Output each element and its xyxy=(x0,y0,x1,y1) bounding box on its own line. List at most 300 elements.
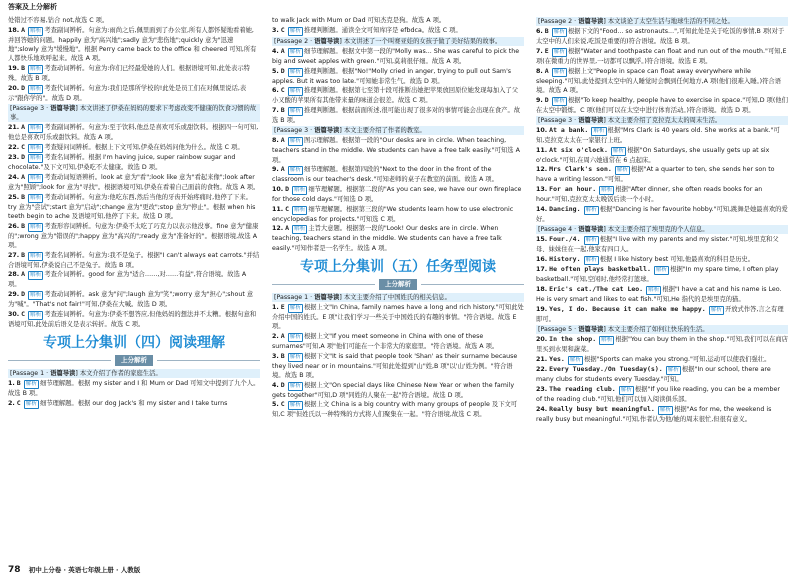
answer-key: At a bank. xyxy=(549,125,589,134)
answer-key: B xyxy=(280,351,285,360)
answer-key: History. xyxy=(549,254,581,263)
analysis-tag: 解析 xyxy=(294,187,306,194)
analysis-tag: 解析 xyxy=(289,88,301,95)
analysis-text: 细节理解题。根据文中第一段的"Molly was... She was careful to pick the big and sweet apples with green."可知,莫莉很仔细。故选 A 项。 xyxy=(272,47,520,65)
analysis-tag: 解析 xyxy=(593,127,605,134)
question-number: 8. xyxy=(272,137,279,145)
analysis-text: 根据"You can buy them in the shop."可知,我们可以在商店里买到水果和蔬菜。 xyxy=(536,336,788,354)
passage-text: 本文主要介绍了克拉克太太的周末生活。 xyxy=(607,116,722,124)
analysis-tag: 解析 xyxy=(30,144,42,151)
answer-item xyxy=(536,96,788,115)
answer-item xyxy=(8,379,260,398)
analysis-tag: 解析 xyxy=(569,356,582,363)
answer-item xyxy=(8,26,260,64)
answer-key: C xyxy=(21,309,26,318)
question-number: 4. xyxy=(272,47,279,55)
analysis-text: 图示理解题。根据第一段的"Our desks are in circle. When teaching, teachers stand in the middle. We students can have a free talk easily."可知选 A 项。 xyxy=(272,137,520,164)
analysis-tag: 解析 xyxy=(289,167,301,174)
answer-item xyxy=(8,251,260,270)
analysis-text: 细节理解题。根据第三段的"We students learn how to use electronic encyclopedias for projects."可知选 C 项。 xyxy=(272,205,514,223)
answer-key: Yes. xyxy=(549,354,565,363)
analysis-text: 推理判断题。根据"No!"Molly cried in anger, trying to pull out Sam's apples. But it was too late."可知她非常生气。故选 D 项。 xyxy=(272,67,512,85)
analysis-text: 根据"Water and toothpaste can float and run out of the mouth."可知,E 项(在微重力的世界里,一切都可以飘浮。)符合语境。故选 E 项。 xyxy=(536,47,787,65)
column-left xyxy=(8,16,260,556)
answer-item xyxy=(272,400,524,419)
answer-key: Yes, I do. Because it can make me happy. xyxy=(549,304,706,313)
question-number: 21. xyxy=(8,124,20,132)
analysis-tag: 解析 xyxy=(616,167,629,174)
analysis-tag: 解析 xyxy=(289,305,301,312)
answer-item xyxy=(536,165,788,184)
answer-key: A xyxy=(21,123,26,132)
analysis-text: 考查名词辨析。句意为:我不是兔子。根据"I can't always eat carrots."并结合语境可知,伊桑说自己不是兔子。故选 B 项。 xyxy=(8,251,260,269)
answer-key: Dancing. xyxy=(549,204,581,213)
answer-key: For an hour. xyxy=(549,185,597,194)
question-number: 25. xyxy=(8,193,20,201)
question-number: 23. xyxy=(536,386,548,394)
answer-key: The reading club. xyxy=(549,385,616,394)
analysis-tag: 解析 xyxy=(30,27,42,34)
passage-tag: 语篇导读 xyxy=(314,127,340,135)
analysis-text: 根据上文"If you meet someone in China with one of these surnames"可知,A 项"他们可能在一个非常大的家庭里。"符合语境。故选 A 项。 xyxy=(272,333,499,351)
answer-key: Every Tuesday./On Tuesday(s). xyxy=(549,365,663,374)
analysis-text: 考查动词辨析。句意为:你们已经最爱她的人们。根据语境可知,此处表示特殊。故选 B 项。 xyxy=(8,64,250,82)
analysis-tag: 解析 xyxy=(612,147,625,154)
answer-item xyxy=(536,235,788,254)
analysis-text: 根据"As for me, the weekend is really busy but meaningful."可知,作者认为他/她的周末很忙,但很有意义。 xyxy=(536,405,772,423)
answer-key: C xyxy=(16,398,21,407)
question-number: 17. xyxy=(536,266,548,274)
answer-item xyxy=(272,381,524,400)
passage-label: Passage 5 xyxy=(540,325,573,333)
answer-item xyxy=(8,123,260,142)
passage-intro: [Passage 5 · 语篇导读] 本文主要介绍了如何让快乐的生活。 xyxy=(536,325,788,334)
question-number: 22. xyxy=(8,143,20,151)
analysis-tag: 解析 xyxy=(601,187,613,194)
question-number: 18. xyxy=(536,286,548,294)
analysis-text: 细节理解题。根据 my sister and I 和 Mum or Dad 可知文中提到了九个人。故选 B 项。 xyxy=(8,380,260,398)
answer-key: B xyxy=(21,250,26,259)
question-number: 3. xyxy=(272,352,279,360)
passage-intro: [Passage 3 · 语篇导读] 本文主要介绍了作者的教室。 xyxy=(272,126,524,135)
subheader-label: 上分解析 xyxy=(115,355,153,366)
answer-item xyxy=(8,173,260,192)
answer-key: B xyxy=(544,27,549,36)
analysis-text: 根据上文"People in space can float away everywhere while sleeping."可知,此处提到太空中的人睡觉时会飘到任何地方,A 项(他们很难入睡。)符合语境。故选 A 项。 xyxy=(536,67,781,94)
answer-key: D xyxy=(21,289,26,298)
analysis-tag: 解析 xyxy=(289,402,301,409)
analysis-text: 根据上文"On special days like Chinese New Year or when the family gets together"可知,D 项"同姓的人聚在一起"符合语境。故选 D 项。 xyxy=(272,381,515,399)
answer-key: B xyxy=(21,221,26,230)
analysis-tag: 解析 xyxy=(289,334,301,341)
answer-item xyxy=(272,26,524,36)
answer-key: C xyxy=(285,204,290,213)
analysis-text: 考查动词辨析。句意为:他吃东西,然后当他的牙齿开始疼痛时,他停了下来。try 意为"尝试";start 意为"启动";change 意为"更改";stop 意为"停止"。根据 when his teeth begin to ache 及语境可知,他停了下来。故选 D 项。 xyxy=(8,193,256,220)
analysis-tag: 解析 xyxy=(30,223,42,230)
analysis-text: 细节理解题。根据第四段的"Next to the door in the front of the classroom is our teacher's desk."可知老师的桌子在教室的前面。故选 A 项。 xyxy=(272,166,498,184)
analysis-tag: 解析 xyxy=(553,68,565,75)
question-number: 24. xyxy=(536,405,548,413)
analysis-tag: 解析 xyxy=(620,387,632,394)
analysis-tag: 解析 xyxy=(289,68,301,75)
analysis-text: 根据上文 China is a big country with many groups of people 及下文可知,C 项"但姓氏以一种特殊的方式将人们聚集在一起。"符合语境,故选 C 项。 xyxy=(272,401,518,419)
answer-item xyxy=(536,355,788,365)
passage-text: 本文主要介绍了如何让快乐的生活。 xyxy=(607,325,709,333)
answer-key: B xyxy=(280,106,285,115)
question-number: 19. xyxy=(536,305,548,313)
answer-item xyxy=(272,86,524,105)
question-number: 6. xyxy=(536,28,543,36)
question-number: 9. xyxy=(272,166,279,174)
analysis-tag: 解析 xyxy=(553,97,565,104)
passage-text: 本文讲述了一个叫赛亚娃的女孩子做了美好结果的故事。 xyxy=(343,37,502,45)
page-footer xyxy=(8,566,140,575)
question-number: 3. xyxy=(272,26,279,34)
passage-text: 本文主要介绍了埃里克的个人信息。 xyxy=(607,225,709,233)
analysis-text: 考查形容词辨析。句意为:伊桑不太吃了巧克力以表示他没事。fine 意为"健康的";wrong 意为"错误的";happy 意为"高兴的";ready 意为"准备好的"。根据语境,故选 A 项。 xyxy=(8,222,259,249)
question-number: 20. xyxy=(536,336,548,344)
analysis-text: 考查副词辨析。句意为:至于饮料,他总是喜欢可乐或甜饮料。根据四一句可知,他总是喜欢可乐或甜饮料。故选 A 项。 xyxy=(8,124,259,142)
passage-tag: 语篇导读 xyxy=(578,18,604,25)
answer-key: In the shop. xyxy=(549,335,597,344)
answer-item xyxy=(8,310,260,329)
question-number: 24. xyxy=(8,174,20,182)
answer-item xyxy=(272,106,524,125)
analysis-text: 根据"At a quarter to ten, she sends her son to have a writing lesson."可知。 xyxy=(536,166,775,184)
answer-item xyxy=(272,332,524,351)
divider-line xyxy=(157,360,260,361)
question-number: 10. xyxy=(272,186,284,194)
question-number: 2. xyxy=(8,399,15,407)
passage-tag: 语篇导读 xyxy=(50,104,76,112)
divider-line xyxy=(421,284,524,285)
passage-intro: [Passage 2 · 语篇导读] 本文讲述了一个叫赛亚娃的女孩子做了美好结果的故事。 xyxy=(272,37,524,46)
passage-label: Passage 1 xyxy=(12,370,45,378)
answer-item xyxy=(272,224,524,252)
analysis-tag: 解析 xyxy=(294,226,306,233)
question-number: 2. xyxy=(272,333,279,341)
passage-tag: 语篇导读 xyxy=(578,325,604,333)
answer-key: C xyxy=(280,25,285,34)
answer-key: At six o'clock. xyxy=(549,145,608,154)
passage-tag: 语篇导读 xyxy=(314,37,340,45)
answer-key: D xyxy=(21,153,26,162)
question-number: 14. xyxy=(536,205,548,213)
answer-item xyxy=(272,205,524,224)
analysis-text: 开放式作答,言之有理即可。 xyxy=(536,305,784,323)
page-header xyxy=(8,3,792,13)
analysis-text: 根据上文"In China, family names have a long and rich history."可知此处介绍中国的姓氏。E 项"让我们学习一些关于中国姓氏的有趣的事情。"符合语境。故选 E 项。 xyxy=(272,304,524,331)
analysis-tag: 解析 xyxy=(659,406,672,413)
answer-item xyxy=(536,126,788,145)
answer-item xyxy=(536,335,788,354)
answer-key: A xyxy=(21,173,26,182)
question-number: 6. xyxy=(272,87,279,95)
answer-item xyxy=(536,185,788,204)
paragraph: 处错过不容易,钻合 not,故选 C 项。 xyxy=(8,17,109,24)
page-number: 78 xyxy=(8,564,21,575)
analysis-tag: 解析 xyxy=(289,48,301,55)
analysis-tag: 解析 xyxy=(289,382,301,389)
answer-key: D xyxy=(280,66,285,75)
answer-item xyxy=(536,305,788,324)
passage-tag: 语篇导读 xyxy=(314,294,340,302)
answer-item xyxy=(536,47,788,66)
answer-key: Really busy but meaningful. xyxy=(549,404,655,413)
question-number: 10. xyxy=(536,126,548,134)
passage-text: 本文讲述了伊桑在妈妈的要求下考虑改变不健康的饮食习惯的故事。 xyxy=(10,104,257,121)
analysis-tag: 解析 xyxy=(30,272,42,279)
answer-item xyxy=(536,365,788,384)
answer-key: D xyxy=(544,95,549,104)
answer-item xyxy=(536,265,788,284)
analysis-text: 考查代词辨析。句意为:我们是那所学校的!此处是员工们在对佩里说话,表示"跟你学的"。故选 D 项。 xyxy=(8,84,247,102)
analysis-tag: 解析 xyxy=(585,206,597,213)
divider-line xyxy=(8,360,111,361)
answer-key: B xyxy=(16,379,21,388)
passage-label: Passage 4 xyxy=(540,225,573,233)
question-number: 12. xyxy=(536,166,548,174)
passage-label: Passage 3 xyxy=(12,104,45,112)
analysis-tag: 解析 xyxy=(289,138,301,145)
passage-intro: [Passage 4 · 语篇导读] 本文主要介绍了埃里克的个人信息。 xyxy=(536,225,788,234)
analysis-tag: 解析 xyxy=(553,48,565,55)
question-number: 19. xyxy=(8,64,20,72)
analysis-text: 细节理解题。根据第二段的"As you can see, we have our own fireplace for those cold days."可知选 D 项。 xyxy=(272,186,522,204)
header-title: 答案及上分解析 xyxy=(8,3,57,11)
analysis-text: 根据"Dancing is her favourite hobby."可知,跳舞是她最喜欢的爱好。 xyxy=(536,205,788,223)
passage-intro: [Passage 2 · 语篇导读] 本文谈论了太空生活与地球生活的不同之处。 xyxy=(536,17,788,26)
answer-item xyxy=(8,270,260,289)
analysis-text: 根据 I like history best 可知,他最喜欢的科目是历史。 xyxy=(599,255,755,263)
passage-intro: [Passage 1 · 语篇导读] 本文介绍了作者的家庭生活。 xyxy=(8,369,260,378)
answer-item xyxy=(272,165,524,184)
section-subheader xyxy=(272,279,524,290)
answer-item xyxy=(272,47,524,66)
passage-label: Passage 3 xyxy=(540,116,573,124)
analysis-text: 根据下文的"Food... so astronauts...",可知此处是关于吃饭的事情,B 项(对于太空中的人们来说,吃饭是重要的)符合语境。故选 B 项。 xyxy=(536,28,785,46)
question-number: 15. xyxy=(536,236,548,244)
answer-key: Eric's cat./The cat Leo. xyxy=(549,285,644,294)
answer-key: Mrs Clark's son. xyxy=(549,165,612,174)
answer-key: A xyxy=(285,224,290,233)
answer-item xyxy=(272,136,524,164)
answer-item xyxy=(8,143,260,153)
answer-item xyxy=(536,146,788,165)
answer-item xyxy=(272,185,524,204)
column-middle xyxy=(272,16,524,556)
question-number: 27. xyxy=(8,251,20,259)
question-number: 20. xyxy=(8,84,20,92)
answer-item xyxy=(8,64,260,83)
passage-text: 本文主要介绍了中国姓氏的相关信息。 xyxy=(343,294,451,302)
analysis-tag: 解析 xyxy=(585,256,597,263)
answer-key: A xyxy=(280,136,285,145)
answer-key: B xyxy=(21,63,26,72)
analysis-tag: 解析 xyxy=(648,287,660,294)
analysis-tag: 解析 xyxy=(30,252,42,259)
paragraph: to walk Jack with Mum or Dad 可知杰克是狗。故选 A 项。 xyxy=(272,17,446,24)
answer-key: E xyxy=(280,303,285,312)
passage-tag: 语篇导读 xyxy=(578,225,604,233)
passage-label: Passage 2 xyxy=(276,37,309,45)
question-number: 29. xyxy=(8,290,20,298)
passage-text: 本文介绍了作者的家庭生活。 xyxy=(79,370,162,378)
passage-intro: [Passage 1 · 语篇导读] 本文主要介绍了中国姓氏的相关信息。 xyxy=(272,293,524,302)
answer-key: D xyxy=(285,185,290,194)
answer-key: C xyxy=(280,86,285,95)
analysis-text: 考查动词辨析。ask 意为"问";laugh 意为"笑";worry 意为"担心";shout 意为"喊"。"That's not fair!"可知,伊桑在大喊。故选 D 项。 xyxy=(8,290,254,308)
analysis-text: 细节理解题。根据 our dog Jack's 和 my sister and I take turns xyxy=(39,399,228,407)
analysis-tag: 解析 xyxy=(655,267,668,274)
question-number: 5. xyxy=(272,67,279,75)
analysis-text: 考查介词辨析。good for 意为"适合……,对……有益",符合语境。故选 A 项。 xyxy=(8,271,247,289)
answer-item xyxy=(536,405,788,424)
analysis-tag: 解析 xyxy=(30,65,42,72)
answer-item xyxy=(536,255,788,265)
analysis-text: 根据"To keep healthy, people have to exercise in space."可知,D 项(他们在太空中锻炼。C 项(他们可以在太空中进行体育活动。)符合语境。故选 D 项。 xyxy=(536,96,788,114)
answer-item xyxy=(8,399,260,409)
analysis-text: 根据"I live with my parents and my sister."可知,埃里克和父母、妹妹住在一起,他家有四口人。 xyxy=(536,236,779,254)
analysis-tag: 解析 xyxy=(289,27,301,34)
answer-item xyxy=(536,205,788,224)
analysis-text: 根据"In my spare time, I often play basketball."可知,空闲时,他经常打篮球。 xyxy=(536,266,779,284)
answer-item xyxy=(8,290,260,309)
question-number: 5. xyxy=(272,401,279,409)
answer-key: He often plays basketball. xyxy=(549,265,651,274)
analysis-text: 根据"I have a cat and his name is Leo. He is very smart and likes to eat fish."可知,He 指代的是埃里克的猫。 xyxy=(536,286,782,304)
analysis-tag: 解析 xyxy=(667,367,679,374)
analysis-text: 根据"On Saturdays, she usually gets up at six o'clock."可知,在周六她通常在 6 点起床。 xyxy=(536,146,770,164)
analysis-text: 考查副词辨析。句意为:雨尚之后,佩里面到了办公室,所有人都怀疑地看着她,并回答她的问题。happily 意为"高兴地";sadly 意为"悲伤地";quickly 意为"迅速地";slowly 意为"缓慢地"。根据 Perry came back to the office 和 cheered 可知,所有人都快乐地欢呼起来。故选 A 项。 xyxy=(8,26,257,63)
passage-intro: [Passage 3 · 语篇导读] 本文讲述了伊桑在妈妈的要求下考虑改变不健康的饮食习惯的故事。 xyxy=(8,104,260,122)
analysis-tag: 解析 xyxy=(289,108,301,115)
passage-tag: 语篇导读 xyxy=(578,116,604,124)
answer-key: E xyxy=(544,46,549,55)
question-number: 12. xyxy=(272,225,284,233)
analysis-tag: 解析 xyxy=(25,381,37,388)
question-number: 30. xyxy=(8,310,20,318)
question-number: 18. xyxy=(8,26,20,34)
analysis-text: 考查连词辨析。句意为:伊桑不想答应,但他妈妈的想法并不太糟。根据句意和语境可知,此处前后语义是表示转折。故选 C 项。 xyxy=(8,310,257,328)
analysis-text: 根据"After dinner, she often reads books for an hour."可知,克拉克太太晚饭后读一个小时。 xyxy=(536,186,763,204)
passage-intro: [Passage 3 · 语篇导读] 本文主要介绍了克拉克太太的周末生活。 xyxy=(536,116,788,125)
column-right xyxy=(536,16,788,556)
answer-item xyxy=(536,385,788,404)
divider-line xyxy=(272,284,375,285)
analysis-tag: 解析 xyxy=(30,155,42,162)
analysis-tag: 解析 xyxy=(25,400,37,407)
analysis-text: 根据"If you like reading, you can be a member of the reading club."可知,他们可以加入阅读俱乐部。 xyxy=(536,386,780,404)
analysis-tag: 解析 xyxy=(30,125,42,132)
answer-key: A xyxy=(21,270,26,279)
section-subheader xyxy=(8,355,260,366)
answer-key: D xyxy=(21,83,26,92)
question-number: 21. xyxy=(536,355,548,363)
analysis-text: 主旨大意题。根据第一段的"Look! Our desks are in circle. When teaching, teachers stand in the middle. We students can have a free talk easily."可知作者是一名学生。故选 A 项。 xyxy=(272,225,502,252)
analysis-tag: 解析 xyxy=(30,194,42,201)
question-number: 1. xyxy=(272,304,279,312)
question-number: 26. xyxy=(8,222,20,230)
question-number: 7. xyxy=(536,47,543,55)
answer-key: D xyxy=(280,380,285,389)
answer-key: A xyxy=(280,46,285,55)
analysis-text: 根据"Sports can make you strong."可知,运动可以使我们强壮。 xyxy=(584,355,771,363)
analysis-tag: 解析 xyxy=(585,237,597,244)
section-banner: 专项上分集训（四）阅读理解 xyxy=(43,334,225,351)
answer-key: Four./4. xyxy=(549,235,581,244)
answer-item xyxy=(536,27,788,46)
analysis-tag: 解析 xyxy=(710,306,722,313)
answer-item xyxy=(8,84,260,103)
answer-item xyxy=(272,67,524,86)
analysis-tag: 解析 xyxy=(289,353,301,360)
question-number: 1. xyxy=(8,380,15,388)
question-number: 7. xyxy=(272,107,279,115)
answer-key: A xyxy=(544,66,549,75)
question-number: 23. xyxy=(8,154,20,162)
answer-key: A xyxy=(280,332,285,341)
analysis-text: 考查动词短语辨析。look at 意为"看";look like 意为"看起来像";look after 意为"照顾";look for 意为"寻找"。根据语境可知,伊桑在看着自己面前的食物。故选 A 项。 xyxy=(8,174,260,192)
question-number: 8. xyxy=(536,67,543,75)
answer-key: A xyxy=(280,165,285,174)
analysis-tag: 解析 xyxy=(30,291,42,298)
analysis-tag: 解析 xyxy=(30,175,42,182)
answer-item xyxy=(536,285,788,304)
analysis-tag: 解析 xyxy=(553,29,565,36)
question-number: 4. xyxy=(272,381,279,389)
analysis-text: 考查名词辨析。根据 I'm having juice, super rainbow sugar and chocolate."及下文可知,伊桑吃不太健康。故选 D 项。 xyxy=(8,154,236,172)
answer-item xyxy=(272,352,524,380)
answer-key: C xyxy=(280,400,285,409)
analysis-text: 根据"Mrs Clark is 40 years old. She works at a bank."可知,克拉克太太在一家银行上班。 xyxy=(536,126,780,144)
question-number: 22. xyxy=(536,366,548,374)
question-number: 11. xyxy=(536,146,548,154)
analysis-tag: 解析 xyxy=(30,311,42,318)
analysis-tag: 解析 xyxy=(294,206,306,213)
section-banner: 专项上分集训（五）任务型阅读 xyxy=(300,258,496,275)
answer-item xyxy=(8,153,260,172)
analysis-tag: 解析 xyxy=(601,337,613,344)
passage-text: 本文谈论了太空生活与地球生活的不同之处。 xyxy=(607,18,734,25)
analysis-text: 推理判断题。通读全文可知库序是 efbdca。故选 C 项。 xyxy=(303,26,462,34)
passage-text: 本文主要介绍了作者的教室。 xyxy=(343,127,426,135)
passage-tag: 语篇导读 xyxy=(50,370,76,378)
question-number: 9. xyxy=(536,96,543,104)
passage-label: Passage 1 xyxy=(276,294,309,302)
question-number: 11. xyxy=(272,205,284,213)
analysis-text: 推理判断题。根据前面所述,很可能出现了很多对的事情可能会出现在食产。故选 B 项。 xyxy=(272,107,521,125)
answer-item xyxy=(8,193,260,221)
answer-item xyxy=(8,222,260,250)
analysis-text: 根据下文"It is said that people took 'Shan' as their surname because they lived near or in mountains."可知此处提到"山"姓,B 项"以'山'姓为例。"符合语境。故选 B 项。 xyxy=(272,352,518,380)
answer-item xyxy=(536,67,788,95)
analysis-text: 根据"In our school, there are many clubs for students every Tuesday."可知。 xyxy=(536,366,771,384)
passage-label: Passage 3 xyxy=(276,127,309,135)
book-title: 初中上分卷 · 英语七年级上册 · 人教版 xyxy=(28,565,141,574)
passage-label: Passage 2 xyxy=(540,18,573,25)
analysis-tag: 解析 xyxy=(30,85,42,92)
answer-item xyxy=(272,303,524,331)
subheader-label: 上分解析 xyxy=(379,279,417,290)
analysis-text: 考查疑问词辨析。根据上下文可知,伊桑在妈妈问他为什么。故选 C 项。 xyxy=(44,143,244,151)
answer-key: A xyxy=(21,25,26,34)
answer-key: C xyxy=(21,142,26,151)
answer-key: B xyxy=(21,192,26,201)
question-number: 28. xyxy=(8,271,20,279)
question-number: 13. xyxy=(536,186,548,194)
question-number: 16. xyxy=(536,255,548,263)
